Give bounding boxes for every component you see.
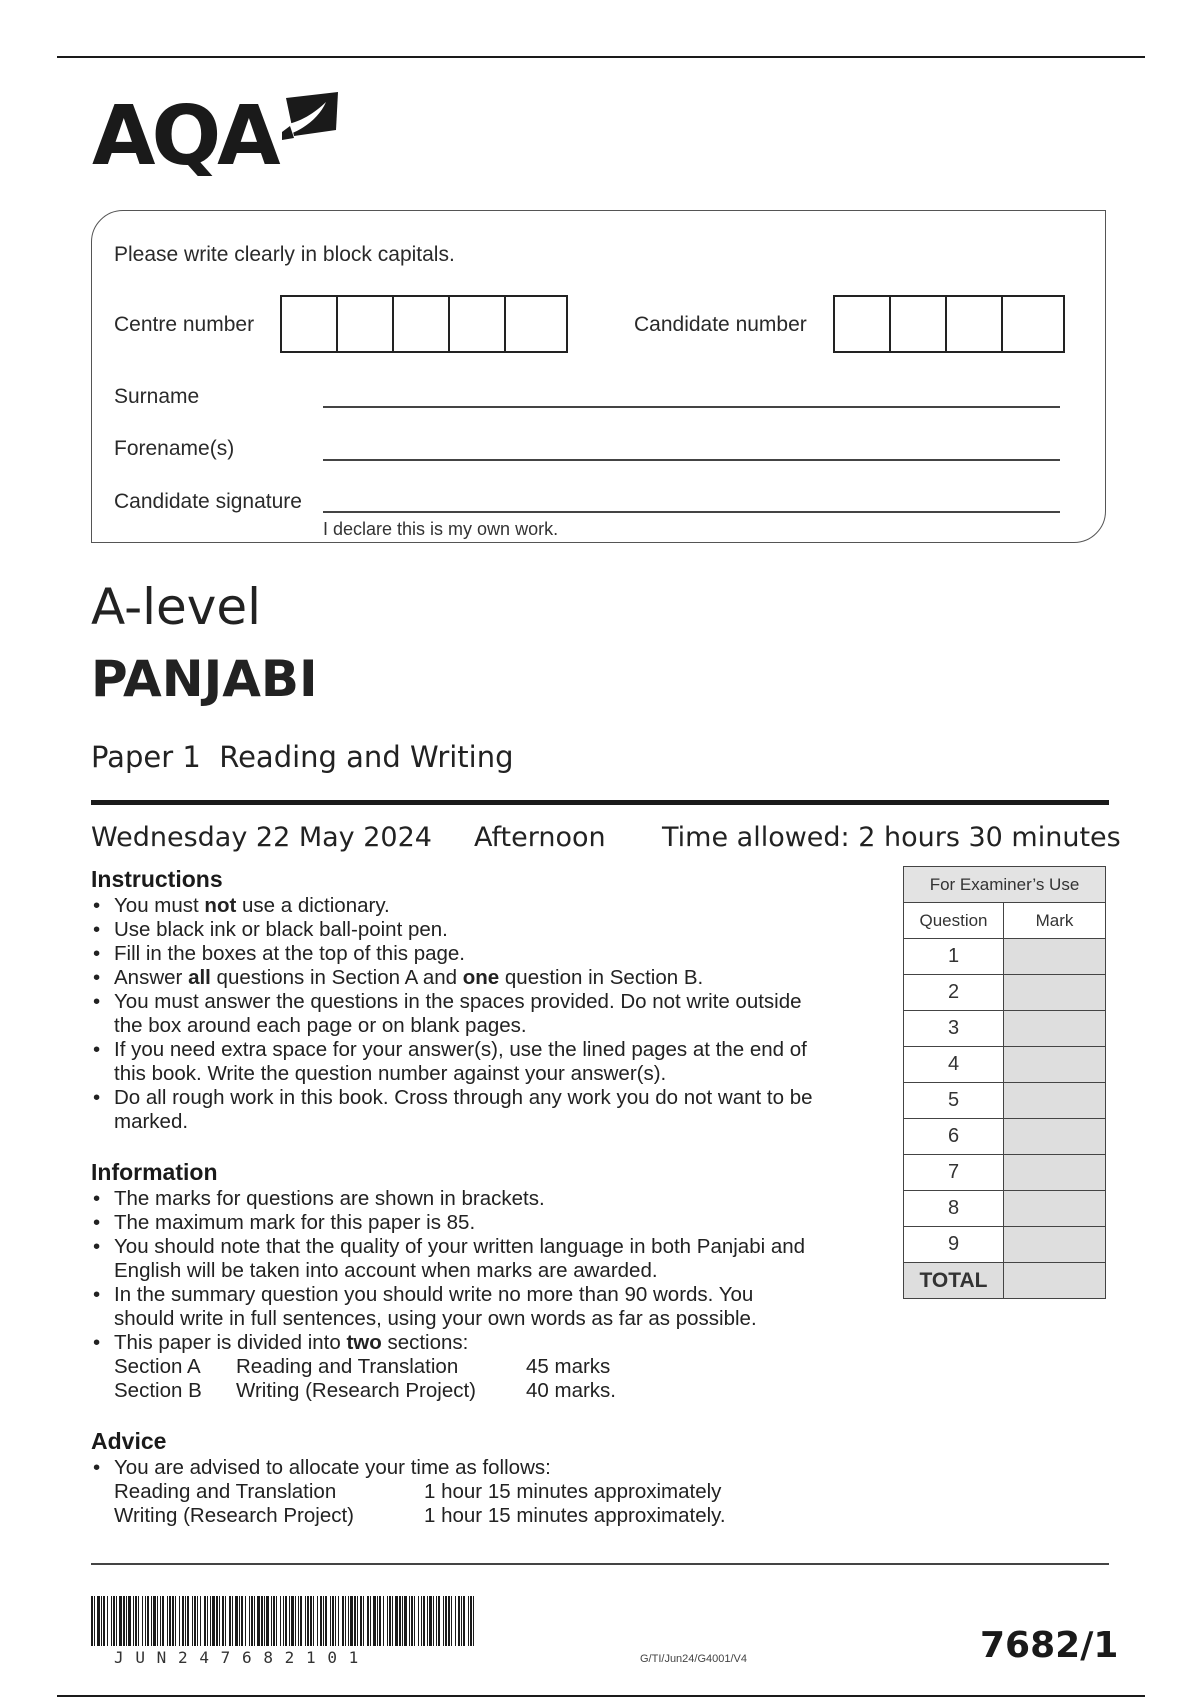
- barcode-bar: [387, 1596, 388, 1646]
- information-item: • In the summary question you should write no more than 90 words. You should write in full sentences, using your own words as far as possible.: [91, 1283, 891, 1331]
- declaration-text: I declare this is my own work.: [323, 519, 559, 539]
- total-mark-cell: [1004, 1263, 1106, 1299]
- mark-cell: [1004, 975, 1106, 1011]
- exam-session: Afternoon: [474, 822, 606, 853]
- barcode-bar: [97, 1596, 100, 1646]
- candidate-number-label: Candidate number: [634, 313, 807, 336]
- paper-title: Paper 1 Reading and Writing: [91, 740, 514, 774]
- barcode-bar: [91, 1596, 93, 1646]
- barcode-bar: [241, 1596, 243, 1646]
- barcode-bar: [461, 1596, 462, 1646]
- barcode-bar: [187, 1596, 189, 1646]
- barcode-bar: [162, 1596, 164, 1646]
- barcode-bar: [261, 1596, 263, 1646]
- barcode-bar: [427, 1596, 428, 1646]
- advice-row: Writing (Research Project) 1 hour 15 minutes approximately.: [114, 1504, 726, 1527]
- barcode-bar: [379, 1596, 381, 1646]
- question-number: 9: [904, 1227, 1004, 1263]
- barcode-bar: [239, 1596, 240, 1646]
- mark-cell: [1004, 1191, 1106, 1227]
- barcode-bar: [421, 1596, 422, 1646]
- barcode-bar: [367, 1596, 369, 1646]
- section-row: Section A Reading and Translation 45 marks: [114, 1355, 611, 1378]
- barcode-bar: [142, 1596, 143, 1646]
- barcode-bar: [438, 1596, 440, 1646]
- barcode-bar: [458, 1596, 460, 1646]
- advice-row: Reading and Translation 1 hour 15 minutes approximately: [114, 1480, 722, 1503]
- barcode-bar: [463, 1596, 465, 1646]
- barcode-bar: [172, 1596, 174, 1646]
- question-column-header: Question: [904, 903, 1004, 939]
- barcode-bar: [283, 1596, 284, 1646]
- barcode-bar: [229, 1596, 231, 1646]
- information-item: • The maximum mark for this paper is 85.: [91, 1211, 891, 1235]
- instruction-item: • If you need extra space for your answer(s), use the lined pages at the end of this book. Write the question number against your answer(s).: [91, 1038, 891, 1086]
- barcode-bar: [135, 1596, 137, 1646]
- time-allowed: Time allowed: 2 hours 30 minutes: [662, 822, 1121, 853]
- barcode-bar: [468, 1596, 469, 1646]
- barcode-bar: [332, 1596, 334, 1646]
- barcode-bar: [182, 1596, 184, 1646]
- barcode-bar: [338, 1596, 339, 1646]
- barcode-bar: [423, 1596, 425, 1646]
- mark-cell: [1004, 1083, 1106, 1119]
- question-number: 6: [904, 1119, 1004, 1155]
- instruction-item: • You must not use a dictionary.: [91, 894, 891, 918]
- barcode-bar: [200, 1596, 201, 1646]
- barcode-bar: [310, 1596, 312, 1646]
- barcode-bar: [360, 1596, 362, 1646]
- barcode-bar: [157, 1596, 158, 1646]
- examiner-use-table: [903, 866, 1106, 1299]
- barcode-bar: [429, 1596, 432, 1646]
- candidate-number-box[interactable]: [835, 297, 891, 351]
- barcode-bar: [212, 1596, 215, 1646]
- barcode-bar: [185, 1596, 186, 1646]
- barcode-bar: [317, 1596, 318, 1646]
- signature-line[interactable]: [323, 511, 1060, 513]
- barcode-bar: [197, 1596, 198, 1646]
- barcode-bar: [151, 1596, 152, 1646]
- barcode-bar: [298, 1596, 299, 1646]
- paper-code: 7682/1: [980, 1625, 1119, 1666]
- question-number: 5: [904, 1083, 1004, 1119]
- barcode-bar: [235, 1596, 238, 1646]
- barcode-bar: [251, 1596, 253, 1646]
- barcode-bar: [192, 1596, 193, 1646]
- candidate-number-box[interactable]: [1003, 297, 1059, 351]
- barcode-bar: [179, 1596, 180, 1646]
- barcode-bar: [411, 1596, 413, 1646]
- barcode-bar: [232, 1596, 233, 1646]
- barcode-bar: [357, 1596, 358, 1646]
- instruction-item: • Do all rough work in this book. Cross through any work you do not want to be marked.: [91, 1086, 891, 1134]
- barcode-bar: [377, 1596, 378, 1646]
- instructions-heading: Instructions: [91, 866, 223, 892]
- centre-number-label: Centre number: [114, 313, 255, 336]
- barcode-bar: [266, 1596, 269, 1646]
- information-item: • This paper is divided into two sections: Section A Reading and Translation 45 marks Section B Writing (Research Project) 40 marks.: [91, 1331, 891, 1403]
- barcode-bar: [207, 1596, 208, 1646]
- barcode-bar: [216, 1596, 218, 1646]
- barcode-bar: [145, 1596, 146, 1646]
- instruction-item: • Use black ink or black ball-point pen.: [91, 918, 891, 942]
- barcode-bar: [436, 1596, 437, 1646]
- barcode-bar: [273, 1596, 275, 1646]
- barcode-bar: [169, 1596, 171, 1646]
- footer-rule: [91, 1563, 1109, 1565]
- surname-line[interactable]: [323, 406, 1060, 408]
- mark-column-header: Mark: [1004, 903, 1106, 939]
- instructions-section: [91, 866, 891, 1134]
- information-heading: Information: [91, 1159, 218, 1185]
- barcode-bar: [414, 1596, 415, 1646]
- surname-label: Surname: [114, 385, 200, 408]
- barcode-bar: [225, 1596, 226, 1646]
- instruction-item: • Answer all questions in Section A and one question in Section B.: [91, 966, 891, 990]
- barcode-bar: [167, 1596, 168, 1646]
- barcode-text: JUN247682101: [114, 1648, 370, 1667]
- examiner-table-heading: For Examiner’s Use: [904, 867, 1106, 903]
- forenames-line[interactable]: [323, 459, 1060, 461]
- barcode-bar: [409, 1596, 410, 1646]
- barcode-bar: [219, 1596, 220, 1646]
- section-row: Section B Writing (Research Project) 40 marks.: [114, 1379, 616, 1402]
- advice-section: [91, 1428, 891, 1528]
- barcode-bar: [210, 1596, 211, 1646]
- barcode-bar: [392, 1596, 393, 1646]
- barcode-bar: [254, 1596, 255, 1646]
- centre-number-box[interactable]: [338, 297, 394, 351]
- barcode-bar: [350, 1596, 353, 1646]
- barcode-bar: [404, 1596, 407, 1646]
- block-capitals-instruction: Please write clearly in block capitals.: [114, 243, 455, 266]
- centre-number-box[interactable]: [506, 297, 562, 351]
- barcode-bar: [370, 1596, 371, 1646]
- barcode-bar: [373, 1596, 376, 1646]
- barcode-bar: [291, 1596, 294, 1646]
- barcode-bar: [111, 1596, 112, 1646]
- barcode-bar: [204, 1596, 206, 1646]
- title-rule: [91, 800, 1109, 805]
- barcode-bar: [470, 1596, 472, 1646]
- barcode-bar: [455, 1596, 456, 1646]
- question-number: 2: [904, 975, 1004, 1011]
- barcode-bar: [289, 1596, 290, 1646]
- mark-cell: [1004, 1047, 1106, 1083]
- barcode-bar: [116, 1596, 117, 1646]
- barcode-bar: [443, 1596, 444, 1646]
- information-item: • You should note that the quality of your written language in both Panjabi and English will be taken into account when marks are awarded.: [91, 1235, 891, 1283]
- barcode-bar: [433, 1596, 434, 1646]
- barcode-bar: [147, 1596, 149, 1646]
- barcode-bar: [383, 1596, 384, 1646]
- barcode-bar: [128, 1596, 131, 1646]
- subject-title: PANJABI: [91, 650, 318, 708]
- aqa-leaf-icon: [276, 90, 342, 148]
- barcode: [91, 1596, 475, 1646]
- barcode-bar: [245, 1596, 246, 1646]
- bottom-rule: [57, 1695, 1145, 1697]
- barcode-bar: [101, 1596, 102, 1646]
- barcode-bar: [138, 1596, 139, 1646]
- barcode-bar: [305, 1596, 306, 1646]
- question-number: 7: [904, 1155, 1004, 1191]
- barcode-bar: [323, 1596, 324, 1646]
- information-item: • The marks for questions are shown in brackets.: [91, 1187, 891, 1211]
- advice-item: • You are advised to allocate your time as follows: Reading and Translation 1 hour 15 minutes approximately Writing (Research Project) 1 hour 15 minutes approximately.: [91, 1456, 891, 1528]
- barcode-bar: [418, 1596, 419, 1646]
- barcode-bar: [448, 1596, 450, 1646]
- mark-cell: [1004, 939, 1106, 975]
- barcode-bar: [345, 1596, 346, 1646]
- barcode-bar: [320, 1596, 322, 1646]
- centre-number-boxes[interactable]: [280, 295, 568, 353]
- barcode-bar: [249, 1596, 250, 1646]
- barcode-bar: [119, 1596, 122, 1646]
- centre-number-box[interactable]: [450, 297, 506, 351]
- candidate-number-box[interactable]: [891, 297, 947, 351]
- forenames-label: Forename(s): [114, 437, 235, 460]
- aqa-logo: [92, 86, 362, 186]
- barcode-bar: [325, 1596, 327, 1646]
- instruction-item: • Fill in the boxes at the top of this page.: [91, 942, 891, 966]
- barcode-bar: [160, 1596, 161, 1646]
- barcode-bar: [194, 1596, 196, 1646]
- barcode-bar: [307, 1596, 309, 1646]
- barcode-bar: [276, 1596, 277, 1646]
- barcode-bar: [335, 1596, 336, 1646]
- barcode-bar: [295, 1596, 296, 1646]
- logo-text: AQA: [92, 89, 277, 184]
- barcode-bar: [271, 1596, 272, 1646]
- barcode-bar: [153, 1596, 156, 1646]
- question-number: 3: [904, 1011, 1004, 1047]
- advice-heading: Advice: [91, 1428, 167, 1454]
- barcode-bar: [285, 1596, 287, 1646]
- top-rule: [57, 56, 1145, 58]
- total-label: TOTAL: [904, 1263, 1004, 1299]
- barcode-bar: [389, 1596, 391, 1646]
- question-number: 1: [904, 939, 1004, 975]
- barcode-bar: [451, 1596, 452, 1646]
- information-section: [91, 1159, 891, 1403]
- barcode-bar: [257, 1596, 260, 1646]
- barcode-bar: [402, 1596, 403, 1646]
- question-number: 4: [904, 1047, 1004, 1083]
- barcode-bar: [313, 1596, 314, 1646]
- barcode-bar: [473, 1596, 474, 1646]
- barcode-bar: [94, 1596, 95, 1646]
- barcode-bar: [445, 1596, 447, 1646]
- instruction-item: • You must answer the questions in the spaces provided. Do not write outside the box around each page or on blank pages.: [91, 990, 891, 1038]
- mark-cell: [1004, 1155, 1106, 1191]
- barcode-bar: [175, 1596, 176, 1646]
- barcode-bar: [264, 1596, 265, 1646]
- barcode-bar: [126, 1596, 127, 1646]
- barcode-bar: [113, 1596, 115, 1646]
- signature-label: Candidate signature: [114, 490, 302, 513]
- barcode-bar: [348, 1596, 349, 1646]
- barcode-bar: [330, 1596, 331, 1646]
- barcode-bar: [222, 1596, 224, 1646]
- centre-number-box[interactable]: [282, 297, 338, 351]
- barcode-bar: [395, 1596, 398, 1646]
- barcode-bar: [280, 1596, 281, 1646]
- barcode-bar: [300, 1596, 302, 1646]
- candidate-number-box[interactable]: [947, 297, 1003, 351]
- barcode-bar: [103, 1596, 105, 1646]
- mark-cell: [1004, 1227, 1106, 1263]
- question-number: 8: [904, 1191, 1004, 1227]
- qualification-level: A-level: [91, 578, 262, 636]
- paper-reference: G/TI/Jun24/G4001/V4: [640, 1653, 748, 1665]
- barcode-bar: [107, 1596, 108, 1646]
- barcode-bar: [133, 1596, 134, 1646]
- exam-date: Wednesday 22 May 2024: [91, 822, 432, 853]
- barcode-bar: [342, 1596, 344, 1646]
- centre-number-box[interactable]: [394, 297, 450, 351]
- barcode-bar: [354, 1596, 356, 1646]
- barcode-bar: [399, 1596, 401, 1646]
- mark-cell: [1004, 1011, 1106, 1047]
- barcode-bar: [363, 1596, 364, 1646]
- mark-cell: [1004, 1119, 1106, 1155]
- candidate-number-boxes[interactable]: [833, 295, 1065, 353]
- barcode-bar: [123, 1596, 125, 1646]
